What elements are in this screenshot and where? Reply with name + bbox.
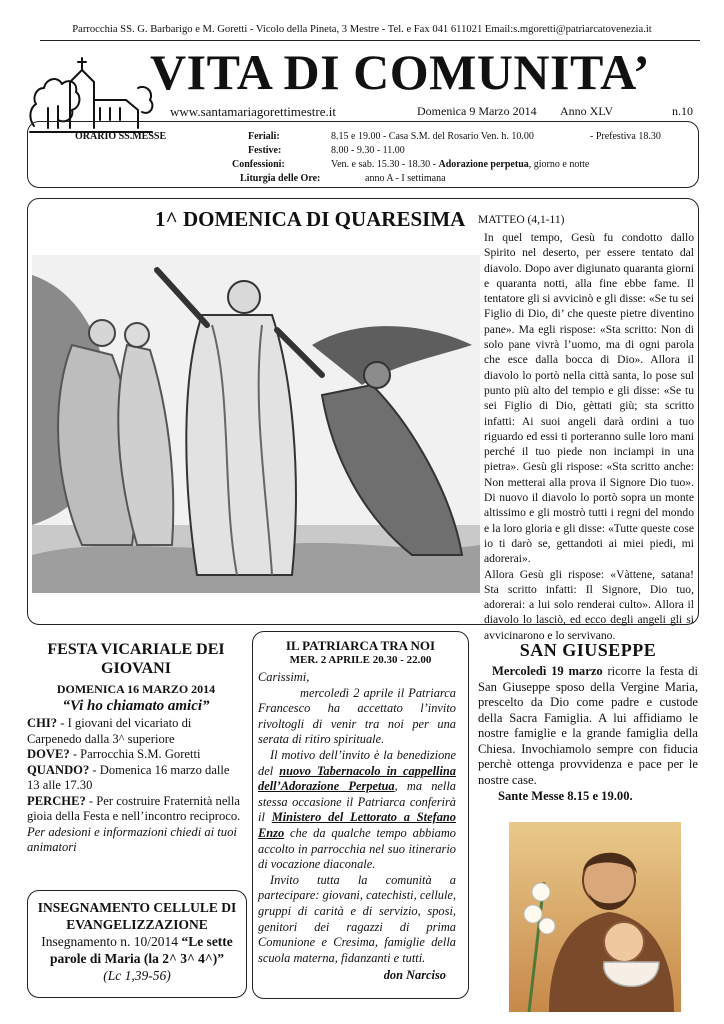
parish-contact-line: Parrocchia SS. G. Barbarigo e M. Goretti - Vicolo della Pineta, 3 Mestre - Tel. e Fax 041 611021 Email:s.mgoretti@patriarcatovenezia.it xyxy=(72,24,652,35)
cellule-reference: (Lc 1,39-56) xyxy=(103,968,171,983)
festa-dove: DOVE? - Parrocchia S.M. Goretti xyxy=(27,747,201,761)
giuseppe-title: SAN GIUSEPPE xyxy=(519,640,657,660)
gospel-reference: MATTEO (4,1-11) xyxy=(478,214,565,226)
schedule-heading: ORARIO SS.MESSE xyxy=(75,131,167,142)
festive-value: 8.00 - 9.30 - 11.00 xyxy=(331,145,405,156)
patriarca-text xyxy=(253,666,468,984)
patriarca-greeting: Carissimi, xyxy=(258,670,310,684)
liturgia-label: Liturgia delle Ore: xyxy=(240,173,321,184)
patriarca-date: MER. 2 APRILE 20.30 - 22.00 xyxy=(289,654,432,666)
prefestiva-value: - Prefestiva 18.30 xyxy=(590,131,661,142)
issue-year: Anno XLV xyxy=(560,104,614,118)
festa-chi: CHI? - I giovani del vicariato di Carpenedo dalla 3^ superiore xyxy=(27,716,192,746)
patriarca-paragraph: Il motivo dell’invito è la benedizione del nuovo Tabernacolo in cappellina dell’Adorazione Perpetua, ma nella stessa occasione il Patriarca conferirà il Ministero del Lettorato a Stefano Enzo che da qualche tempo abbiamo accolto in parrocchia nel suo itinerario di vocazione diaconale. xyxy=(258,747,456,872)
festa-date: DOMENICA 16 MARZO 2014 xyxy=(56,682,216,696)
giuseppe-text: Mercoledì 19 marzo ricorre la festa di San Giuseppe sposo della Vergine Maria, prescelto da Dio come padre e custode della Sacra Famiglia. A lui affidiamo le nostre famiglie e la grande famiglia della Chiesa. Invochiamolo sempre con fiducia perchè ottenga provvidenza e pace per le nostre case. xyxy=(478,664,698,787)
cellule-lesson: Insegnamento n. 10/2014 “Le sette parole di Maria (la 2^ 3^ 4^)” xyxy=(41,934,233,966)
san-giuseppe-section xyxy=(478,640,698,804)
festive-label: Festive: xyxy=(248,145,282,156)
patriarca-paragraph: mercoledì 2 aprile il Patriarca Francesco ha accettato l’invito rivoltogli di venir tra noi per una serata di ritiro spirituale. xyxy=(258,685,456,747)
festa-vicariale-section xyxy=(27,640,245,856)
giuseppe-masses: Sante Messe 8.15 e 19.00. xyxy=(498,789,633,803)
confessioni-label: Confessioni: xyxy=(232,159,285,170)
mass-schedule-box xyxy=(27,121,699,188)
gospel-paragraph: In quel tempo, Gesù fu condotto dallo Spirito nel deserto, per essere tentato dal diavolo. Dopo aver digiunato quaranta giorni e quaranta notti, alla fine ebbe fame. Il tentatore gli si avvicinò e gli disse: «Se tu sei Figlio di Dio, di’ che queste pietre diventino pane». Ma egli rispose: «Sta scritto: Non di solo pane vivrà l’uomo, ma di ogni parola che esce dalla bocca di Dio». Allora il diavolo lo portò nella città santa, lo pose sul punto più alto del tempio e gli disse: «Se tu sei Figlio di Dio, gèttati giù; sta scritto infatti: Ai suoi angeli darà ordini a tuo riguardo ed essi ti porteranno sulle loro mani perché il tuo piede non inciampi in una pietra». Gesù gli rispose: «Sta scritto anche: Non metterai alla prova il Signore Dio tuo». Di nuovo il diavolo lo portò sopra un monte altissimo e gli mostrò tutti i regni del mondo e la loro gloria e gli disse: «Tutte queste cose io ti darò se, gettandoti ai miei piedi, mi adorerai». xyxy=(484,231,694,566)
festa-perche: PERCHE? - Per costruire Fraternità nella gioia della Festa e nell’incontro reciproco. xyxy=(27,793,241,823)
masthead-title: VITA DI COMUNITA’ xyxy=(150,44,651,100)
liturgia-value: anno A - I settimana xyxy=(365,173,446,184)
festa-quote: “Vi ho chiamato amici” xyxy=(62,698,210,714)
feriali-value: 8.15 e 19.00 - Casa S.M. del Rosario Ven. h. 10.00 xyxy=(331,131,534,142)
festa-quando: QUANDO? - Domenica 16 marzo dalle 13 alle 17.30 xyxy=(27,762,230,792)
st-joseph-child-image xyxy=(509,822,681,1012)
feriali-label: Feriali: xyxy=(248,131,280,142)
header-divider xyxy=(40,40,700,41)
temptation-of-christ-illustration xyxy=(32,255,480,593)
patriarca-paragraph: Invito tutta la comunità a partecipare: giovani, catechisti, cellule, gruppi di carità e di servizio, sposi, genitori dei ragazzi di prima Comunione e Cresima, famiglie della scuola materna, fidanzanti e tutti. xyxy=(258,872,456,965)
patriarca-signature: don Narciso xyxy=(383,968,446,983)
website-link[interactable]: www.santamariagorettimestre.it xyxy=(170,104,336,119)
cellule-title: INSEGNAMENTO CELLULE DI EVANGELIZZAZIONE xyxy=(37,900,237,932)
confessioni-value: Ven. e sab. 15.30 - 18.30 - Adorazione perpetua, giorno e notte xyxy=(331,159,590,170)
issue-date: Domenica 9 Marzo 2014 xyxy=(417,104,537,118)
issue-number: n.10 xyxy=(672,104,693,118)
cellule-box xyxy=(27,890,247,998)
main-title: 1^ DOMENICA DI QUARESIMA xyxy=(155,207,466,231)
gospel-text xyxy=(484,230,694,643)
patriarca-title: IL PATRIARCA TRA NOI xyxy=(285,638,436,653)
festa-adesioni: Per adesioni e informazioni chiedi ai tuoi animatori xyxy=(27,824,237,854)
festa-title: FESTA VICARIALE DEI GIOVANI xyxy=(47,641,225,677)
patriarca-box xyxy=(252,631,469,999)
gospel-paragraph: Allora Gesù gli rispose: «Vàttene, satana! Sta scritto infatti: Il Signore, Dio tuo, adorerai: a lui solo renderai culto». Allora il diavolo lo lasciò, ed ecco degli angeli gli si avvicinarono e lo servivano. xyxy=(484,567,694,642)
